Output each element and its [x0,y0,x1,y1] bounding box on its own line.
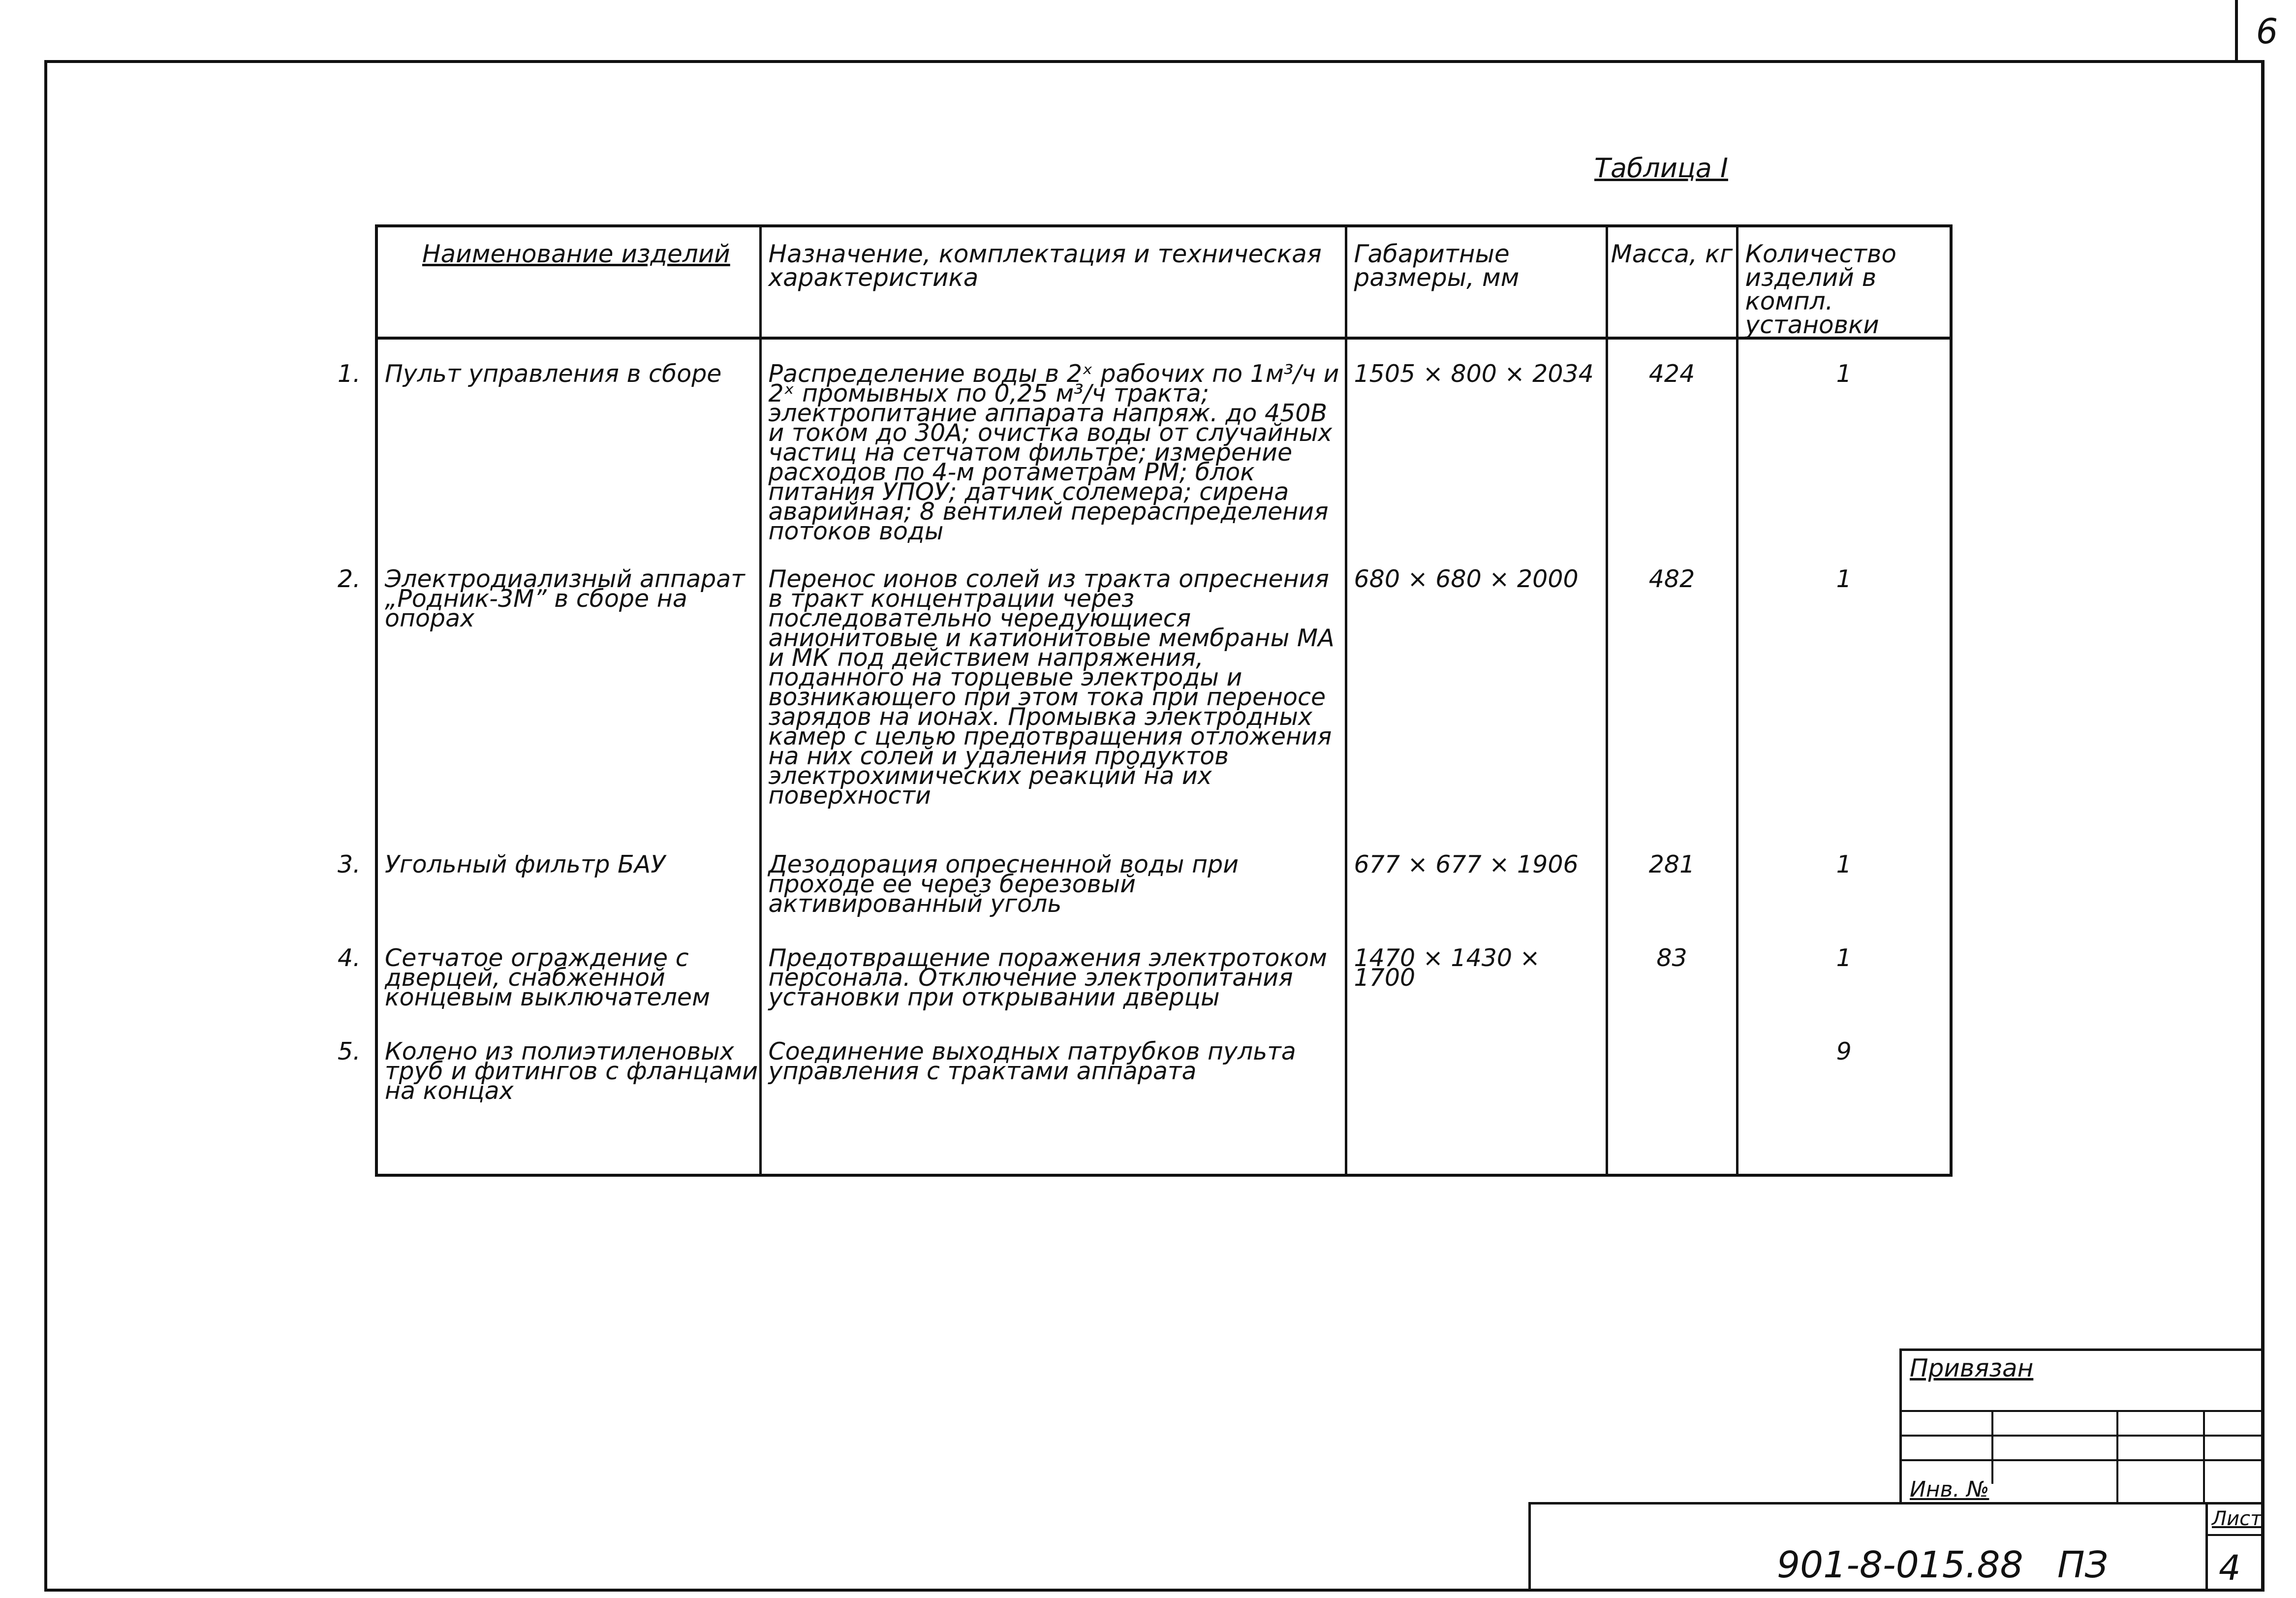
header-qty: Количество изделий в компл. установки [1737,226,1951,338]
item-purpose: Распределение воды в 2ˣ рабочих по 1м³/ч и 2ˣ промывных по 0,25 м³/ч тракта; электропитание аппарата напряж. до 450В и током до 30А; очистка воды от случайных частиц на сетчатом фильтре; измерение расходов по 4-м ротаметрам РМ; блок питания УПОУ; датчик солемера; сирена аварийная; 8 вентилей перераспределения потоков воды [760,338,1346,569]
header-purpose: Назначение, комплектация и техническая характеристика [760,226,1346,338]
binding-title-block [1899,1348,2265,1502]
inventory-number-label: Инв. № [1910,1477,1989,1502]
sheet-box [2205,1504,2265,1592]
item-size: 680 × 680 × 2000 [1346,569,1607,855]
item-name: 5. Колено из полиэтиленовых труб и фитингов с фланцами на концах [376,1042,760,1175]
document-type: ПЗ [2057,1544,2109,1586]
header-name: Наименование изделий [376,226,760,338]
table-row [376,948,1951,1042]
item-name: 2. Электродиализный аппарат „Родник-3М” в сборе на опорах [376,569,760,855]
binding-label: Привязан [1910,1354,2034,1382]
page-corner-number: 6 [2235,0,2296,63]
item-mass: 83 [1607,948,1737,1042]
item-name: 3. Угольный фильтр БАУ [376,855,760,948]
document-code: 901-8-015.88 [1777,1544,2023,1586]
item-qty: 1 [1737,569,1951,855]
title-block-divider [2203,1410,2205,1504]
item-purpose: Перенос ионов солей из тракта опреснения в тракт концентрации через последовательно чередующиеся анионитовые и катионитовые мембраны МА и МК под действием напряжения, поданного на торцевые электроды и возникающего при этом тока при переносе зарядов на ионах. Промывка электродных камер с целью предотвращения отложения на них солей и удаления продуктов электрохимических реакций на их поверхности [760,569,1346,855]
item-name: 1. Пульт управления в сборе [376,338,760,569]
item-size: 1470 × 1430 × 1700 [1346,948,1607,1042]
item-purpose: Дезодорация опресненной воды при проходе ее через березовый активированный уголь [760,855,1346,948]
item-purpose: Соединение выходных патрубков пульта управления с трактами аппарата [760,1042,1346,1175]
item-mass [1607,1042,1737,1175]
header-mass: Масса, кг [1607,226,1737,338]
table-row [376,855,1951,948]
title-block-line [1902,1435,2265,1437]
title-block-divider [2116,1410,2118,1504]
item-mass: 482 [1607,569,1737,855]
item-mass: 281 [1607,855,1737,948]
document-stamp [1528,1502,2265,1592]
sheet-label: Лист [2212,1507,2262,1530]
item-qty: 1 [1737,855,1951,948]
sheet-divider [2208,1534,2265,1536]
specification-table [338,224,1953,1177]
table-row [376,1042,1951,1175]
item-size: 677 × 677 × 1906 [1346,855,1607,948]
item-size: 1505 × 800 × 2034 [1346,338,1607,569]
table-row [376,338,1951,569]
item-qty: 1 [1737,338,1951,569]
item-name: 4. Сетчатое ограждение с дверцей, снабженной концевым выключателем [376,948,760,1042]
title-block-line [1902,1459,2265,1461]
item-purpose: Предотвращение поражения электротоком персонала. Отключение электропитания установки при открывании дверцы [760,948,1346,1042]
item-mass: 424 [1607,338,1737,569]
item-size [1346,1042,1607,1175]
title-block-line [1902,1410,2265,1412]
title-block-divider [1991,1410,1993,1484]
table-row [376,569,1951,855]
table-header-row [376,226,1951,338]
sheet-number: 4 [2219,1548,2241,1588]
table-caption: Таблица I [1594,153,1728,184]
item-qty: 1 [1737,948,1951,1042]
item-qty: 9 [1737,1042,1951,1175]
header-size: Габаритные размеры, мм [1346,226,1607,338]
